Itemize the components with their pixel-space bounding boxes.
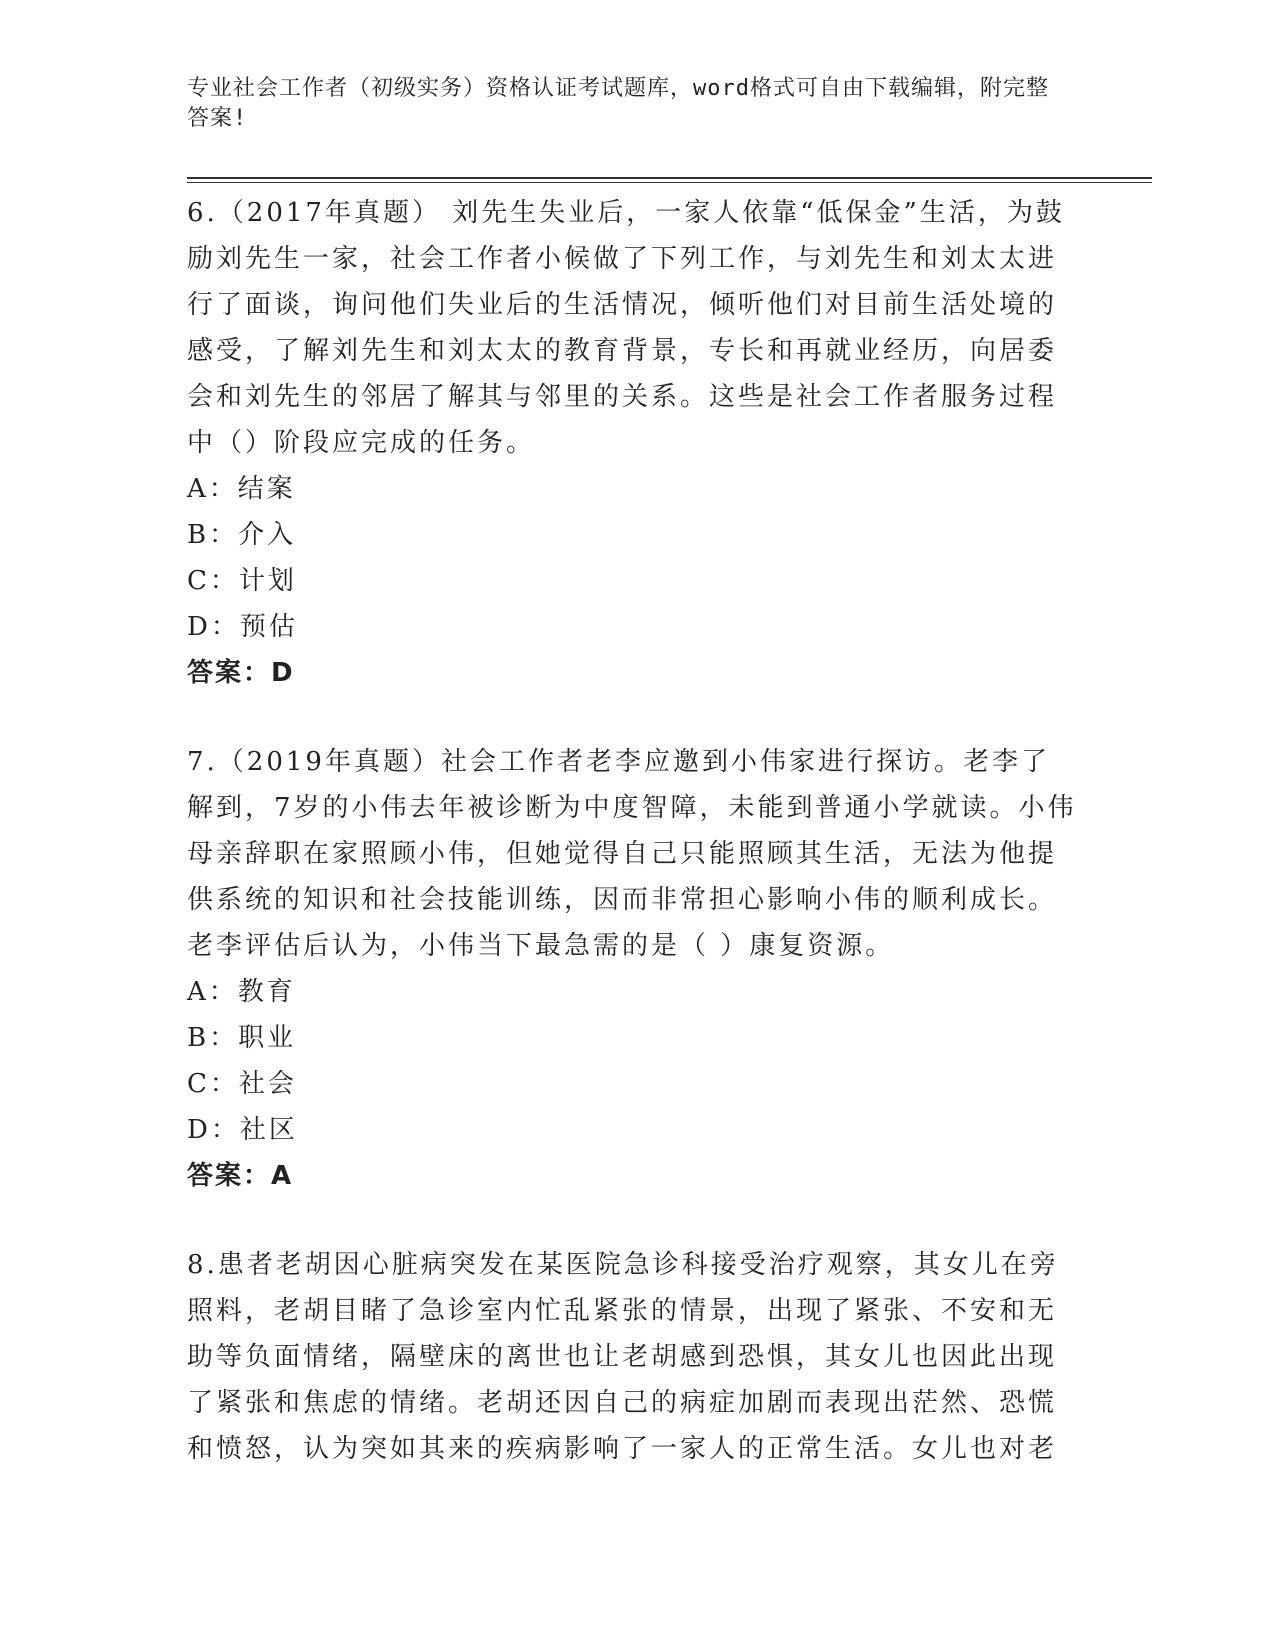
question-6: [187, 190, 1087, 696]
header-rule-thin: [187, 182, 1152, 183]
question-spacer: [187, 1199, 1087, 1242]
question-spacer: [187, 696, 1087, 739]
answer-line: 答案：D: [187, 658, 295, 688]
option-c: C：计划: [187, 566, 297, 596]
answer-line: 答案：A: [187, 1161, 294, 1191]
question-8: [187, 1242, 1087, 1472]
question-7: [187, 739, 1087, 1199]
option-b: B：介入: [187, 520, 297, 550]
option-c: C：社会: [187, 1069, 297, 1099]
option-a: A：教育: [187, 977, 296, 1007]
question-stem: 6.（2017年真题） 刘先生失业后，一家人依靠“低保金”生活，为鼓励刘先生一家，社会工作者小候做了下列工作，与刘先生和刘太太进行了面谈，询问他们失业后的生活情况，倾听他们对目前生活处境的感受，了解刘先生和刘太太的教育背景，专长和再就业经历，向居委会和刘先生的邻居了解其与邻里的关系。这些是社会工作者服务过程中（）阶段应完成的任务。: [187, 198, 1065, 458]
option-a: A：结案: [187, 474, 296, 504]
page-header: 专业社会工作者（初级实务）资格认证考试题库，word格式可自由下载编辑，附完整答案!: [187, 76, 1049, 131]
option-b: B：职业: [187, 1023, 297, 1053]
option-d: D：社区: [187, 1115, 298, 1145]
option-d: D：预估: [187, 612, 298, 642]
question-list: [187, 190, 1087, 1472]
question-stem: 8.患者老胡因心脏病突发在某医院急诊科接受治疗观察，其女儿在旁照料，老胡目睹了急诊室内忙乱紧张的情景，出现了紧张、不安和无助等负面情绪，隔壁床的离世也让老胡感到恐惧，其女儿也因此出现了紧张和焦虑的情绪。老胡还因自己的病症加剧而表现出茫然、恐慌和愤怒，认为突如其来的疾病影响了一家人的正常生活。女儿也对老: [187, 1250, 1059, 1464]
question-stem: 7.（2019年真题）社会工作者老李应邀到小伟家进行探访。老李了解到，7岁的小伟去年被诊断为中度智障，未能到普通小学就读。小伟母亲辞职在家照顾小伟，但她觉得自己只能照顾其生活，无法为他提供系统的知识和社会技能训练，因而非常担心影响小伟的顺利成长。老李评估后认为，小伟当下最急需的是（ ）康复资源。: [187, 747, 1077, 961]
header-rule-thick: [187, 177, 1152, 179]
